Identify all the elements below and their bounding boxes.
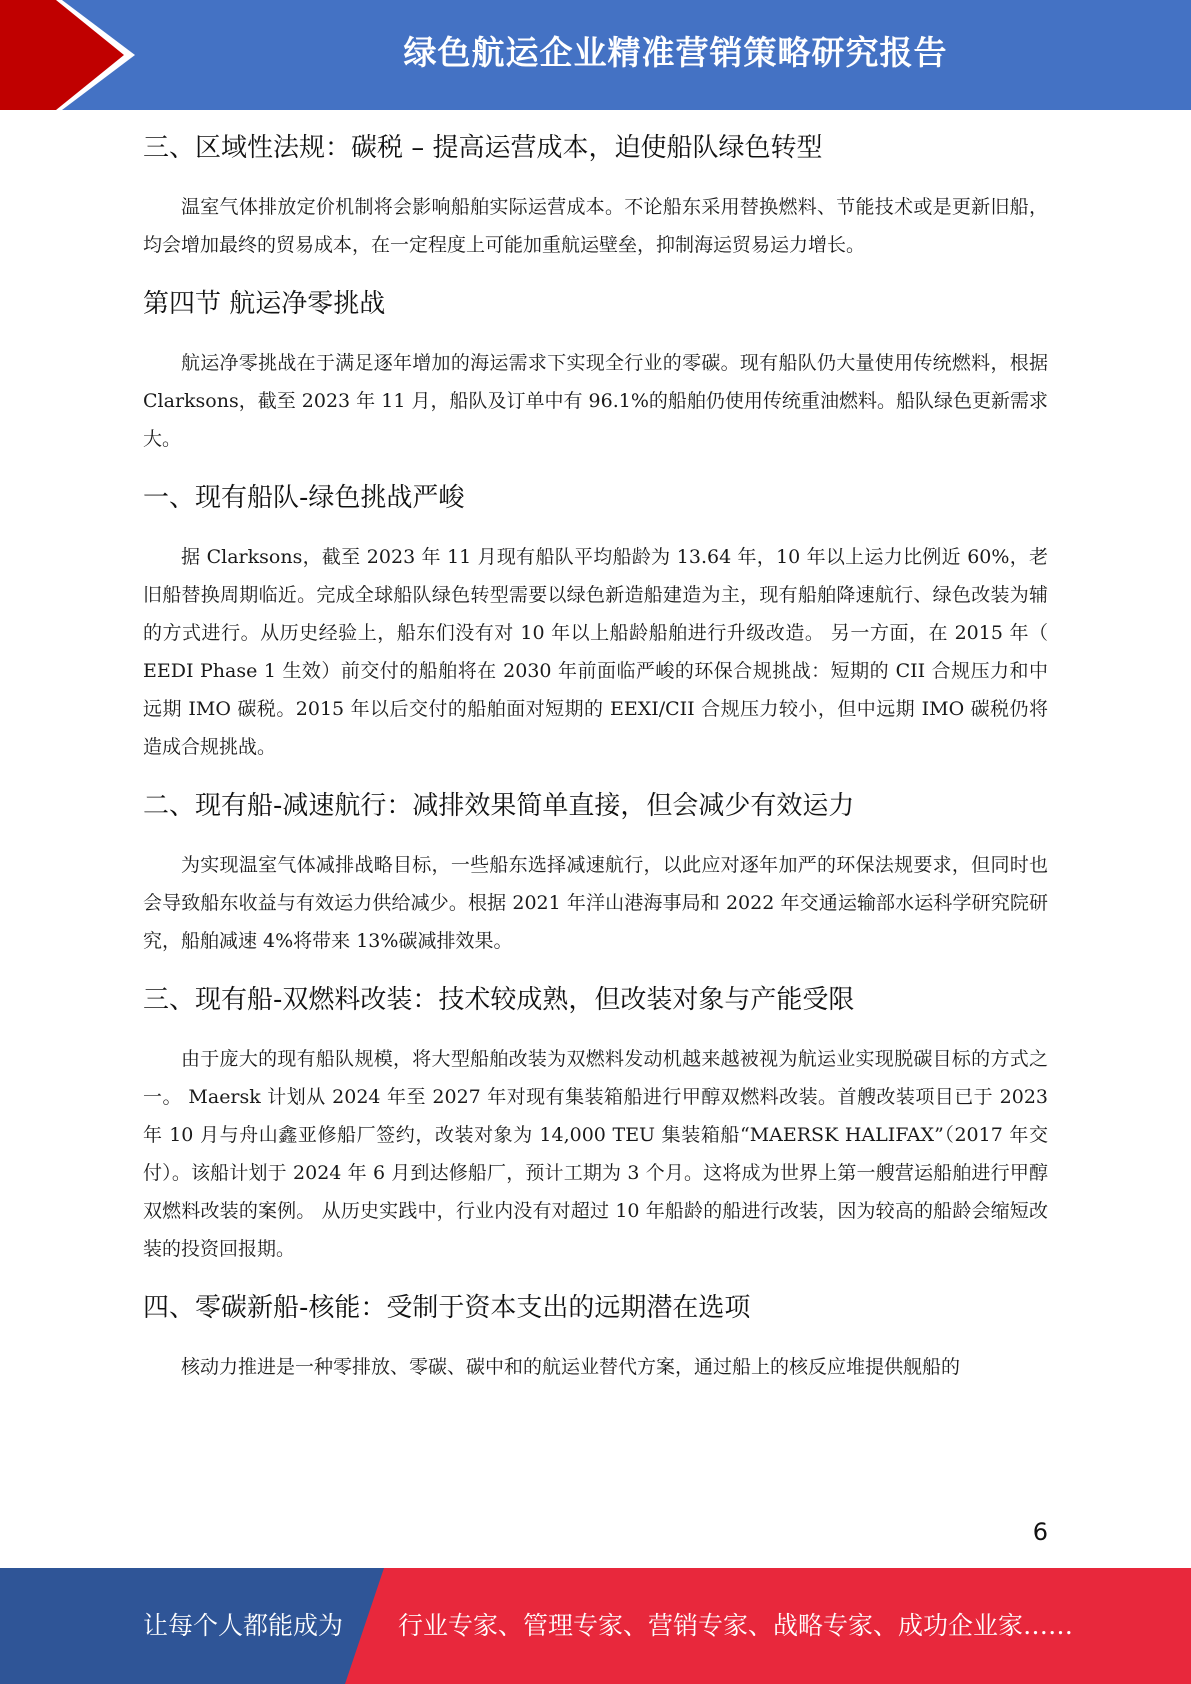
section-heading: 三、区域性法规：碳税 – 提高运营成本，迫使船队绿色转型 <box>143 133 823 163</box>
section-heading: 四、零碳新船-核能：受制于资本支出的远期潜在选项 <box>143 1293 751 1323</box>
section-paragraph: 核动力推进是一种零排放、零碳、碳中和的航运业替代方案，通过船上的核反应堆提供舰船的 <box>181 1356 961 1378</box>
section-paragraph: 为实现温室气体减排战略目标，一些船东选择减速航行，以此应对逐年加严的环保法规要求，但同时也会导致船东收益与有效运力供给减少。根据 2021 年洋山港海事局和 2022 年交通运输部水运科学研究院研究，船舶减速 4%将带来 13%碳减排效果。 <box>143 854 1048 952</box>
header-arrow-icon <box>0 0 160 110</box>
section-paragraph: 由于庞大的现有船队规模，将大型船舶改装为双燃料发动机越来越被视为航运业实现脱碳目标的方式之一。 Maersk 计划从 2024 年至 2027 年对现有集装箱船进行甲醇双燃料改装。首艘改装项目已于 2023 年 10 月与舟山鑫亚修船厂签约，改装对象为 14,000 TEU 集装箱船“MAERSK HALIFAX”（2017 年交付）。该船计划于 2024 年 6 月到达修船厂，预计工期为 3 个月。这将成为世界上第一艘营运船舶进行甲醇双燃料改装的案例。 从历史实践中，行业内没有对超过 10 年船龄的船进行改装，因为较高的船龄会缩短改装的投资回报期。 <box>143 1048 1048 1260</box>
section-heading: 第四节 航运净零挑战 <box>143 289 386 319</box>
footer-slogan-left: 让每个人都能成为 <box>143 1611 344 1640</box>
footer-slogan-right: 行业专家、管理专家、营销专家、战略专家、成功企业家…… <box>398 1611 1074 1640</box>
page-number: 6 <box>1032 1518 1048 1546</box>
document-body <box>143 128 1048 1386</box>
page-footer <box>0 1568 1191 1684</box>
section-heading: 二、现有船-减速航行：减排效果简单直接，但会减少有效运力 <box>143 791 855 821</box>
section-paragraph: 航运净零挑战在于满足逐年增加的海运需求下实现全行业的零碳。现有船队仍大量使用传统燃料，根据 Clarksons，截至 2023 年 11 月，船队及订单中有 96.1%的船舶仍使用传统重油燃料。船队绿色更新需求大。 <box>143 352 1048 450</box>
section-heading: 一、现有船队-绿色挑战严峻 <box>143 483 465 513</box>
report-title: 绿色航运企业精准营销策略研究报告 <box>403 33 948 72</box>
page-header <box>0 0 1191 110</box>
section-heading: 三、现有船-双燃料改装：技术较成熟，但改装对象与产能受限 <box>143 985 855 1015</box>
section-paragraph: 温室气体排放定价机制将会影响船舶实际运营成本。不论船东采用替换燃料、节能技术或是更新旧船，均会增加最终的贸易成本，在一定程度上可能加重航运壁垒，抑制海运贸易运力增长。 <box>143 196 1048 256</box>
section-paragraph: 据 Clarksons，截至 2023 年 11 月现有船队平均船龄为 13.64 年，10 年以上运力比例近 60%，老旧船替换周期临近。完成全球船队绿色转型需要以绿色新造船建造为主，现有船舶降速航行、绿色改装为辅的方式进行。从历史经验上，船东们没有对 10 年以上船龄船舶进行升级改造。 另一方面，在 2015 年（ EEDI Phase 1 生效）前交付的船舶将在 2030 年前面临严峻的环保合规挑战：短期的 CII 合规压力和中远期 IMO 碳税。2015 年以后交付的船舶面对短期的 EEXI/CII 合规压力较小，但中远期 IMO 碳税仍将造成合规挑战。 <box>143 546 1048 758</box>
